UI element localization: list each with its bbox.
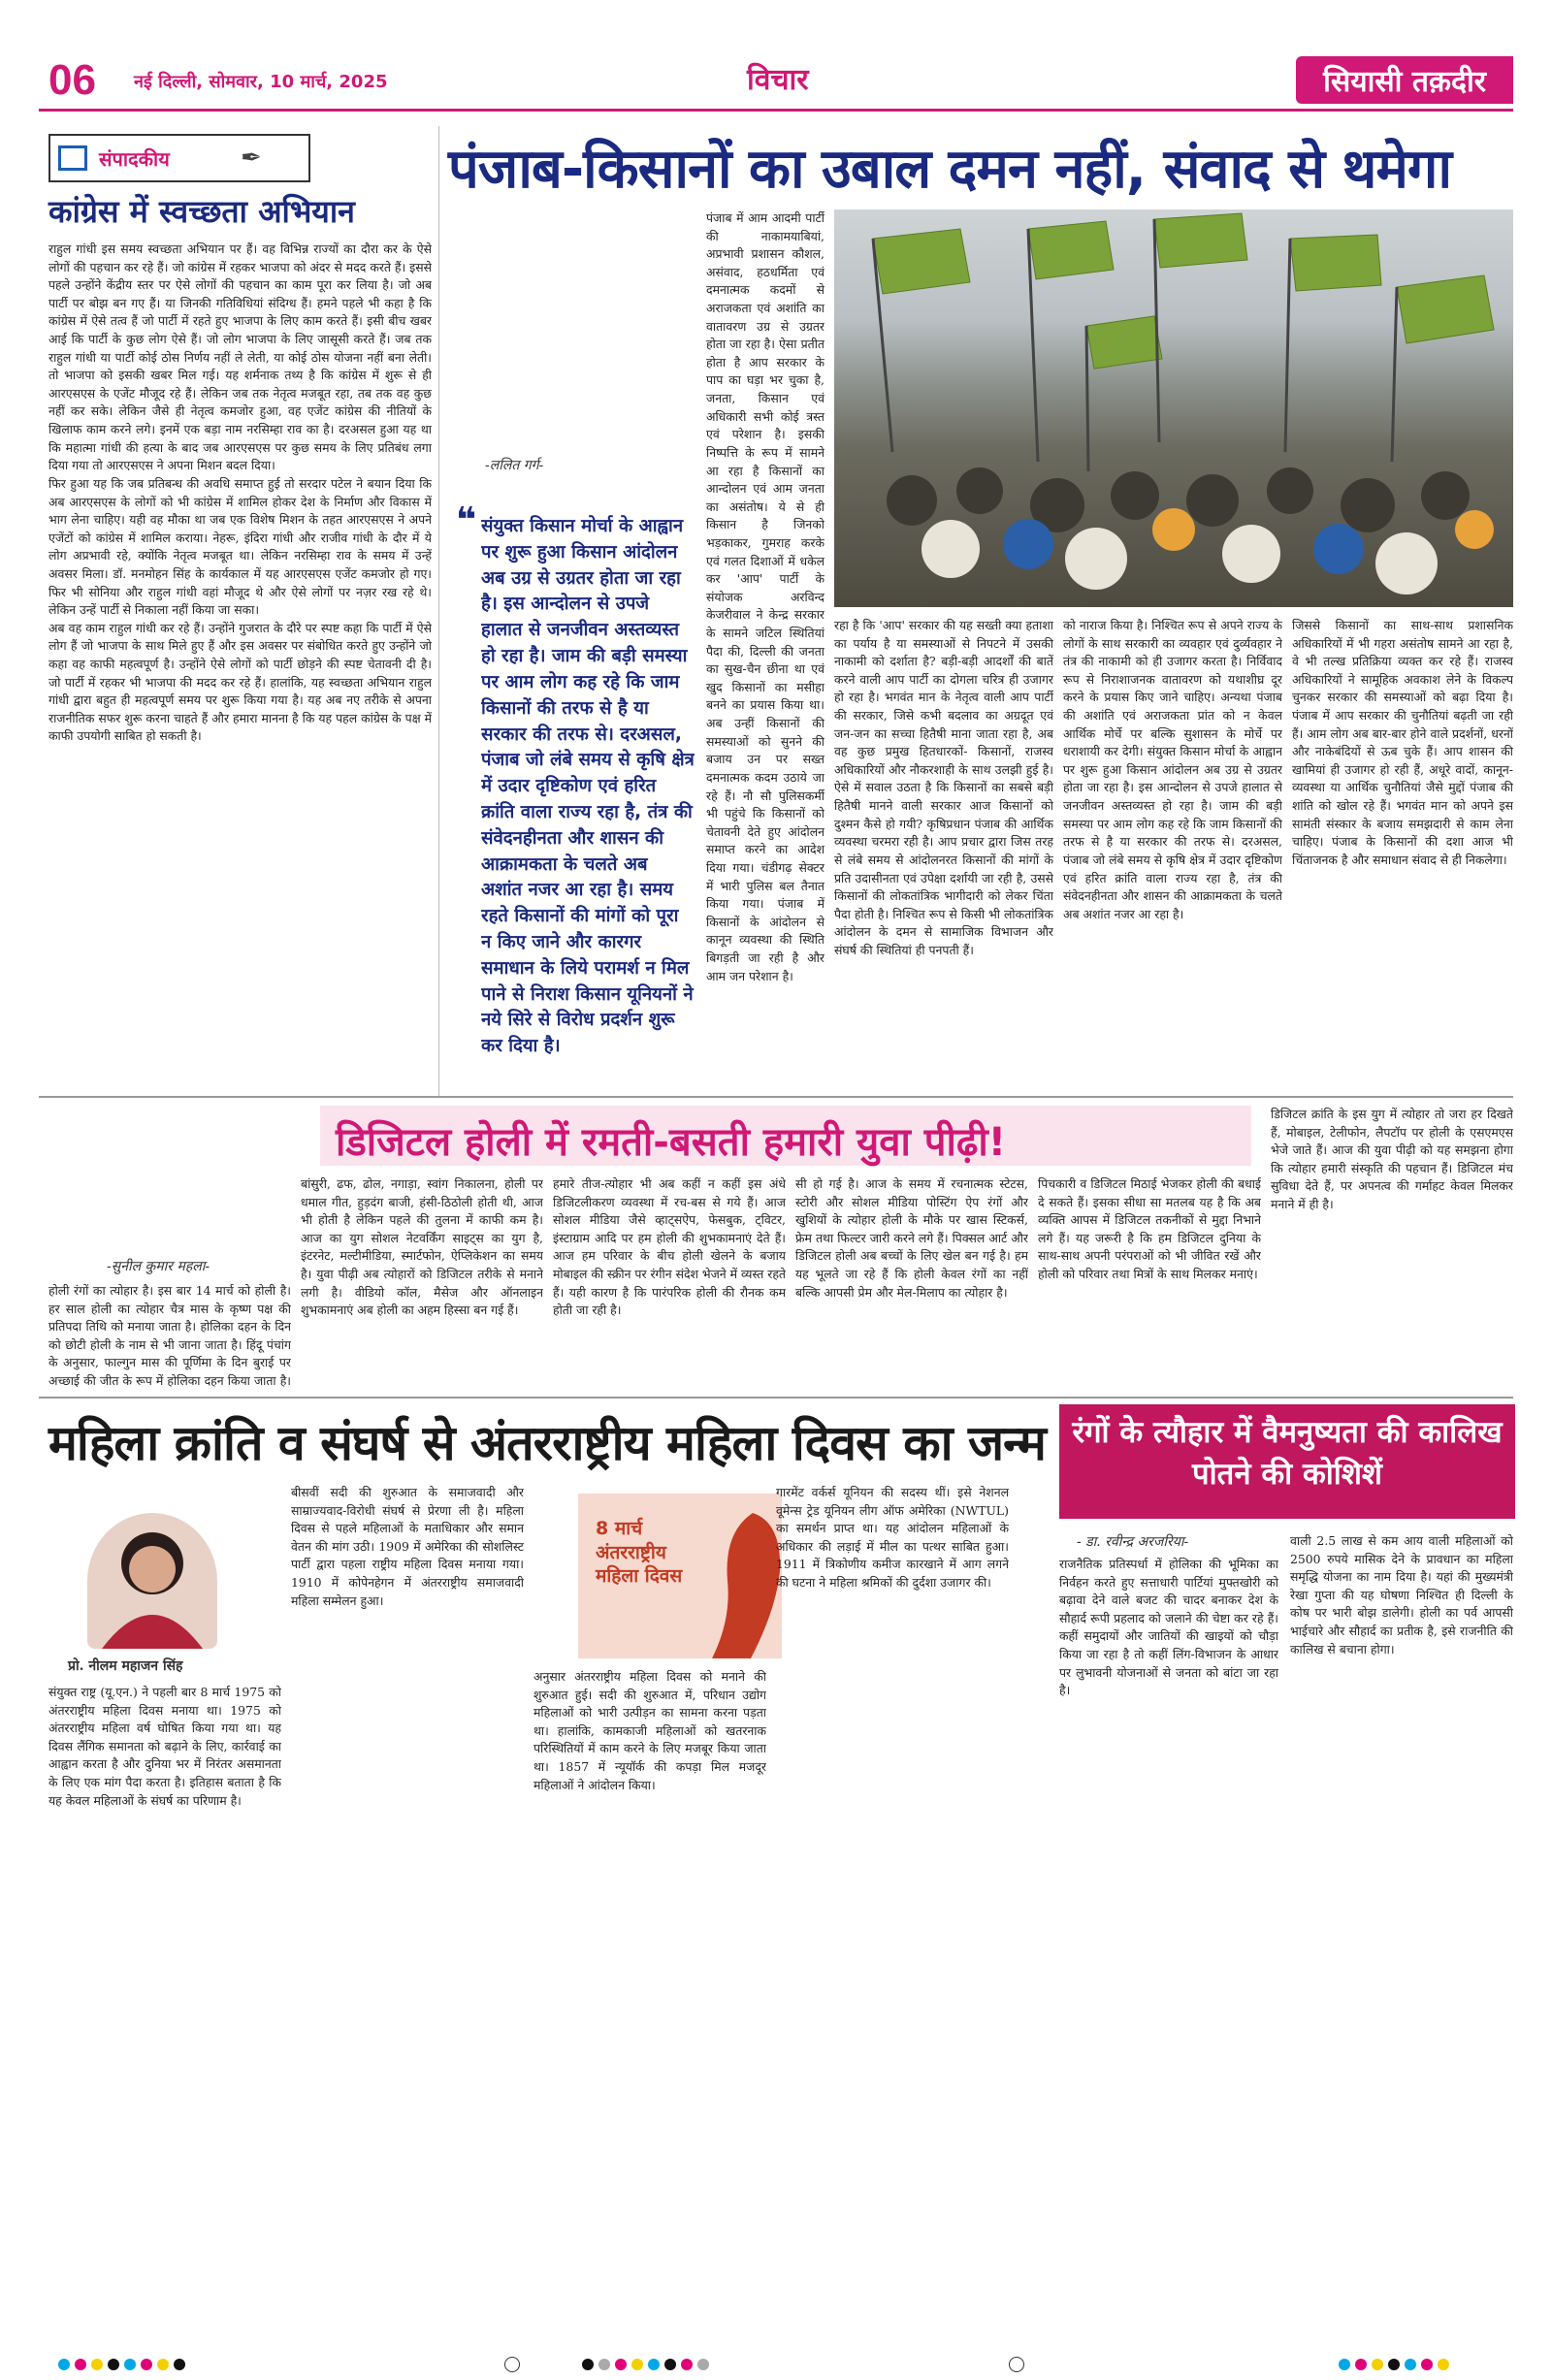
youth-column-2: बांसुरी, ढफ, ढोल, नगाड़ा, स्वांग निकालना, होली पर धमाल गीत, हुड़दंग बाजी, हंसी-ठिठोली होती थी, आज भी होती है लेकिन पहले की तुलना में काफी कम है। आज का युग सोशल नेटवर्किंग साइट्स का युग है, इंटरनेट, मल्टीमीडिया, स्मार्टफोन, ऐप्लिकेशन का समय है। युवा पीढ़ी अब त्योहारों को डिजिटल तरीके से मनाने लगी है। वीडियो कॉल, मैसेज और ऑनलाइन शुभकामनाएं अब होली का अहम हिस्सा बन गई हैं।	[301, 1176, 543, 1318]
person-silhouette-icon	[87, 1513, 217, 1649]
holi-politics-column-2: वाली 2.5 लाख से कम आय वाली महिलाओं को 2500 रुपये मासिक देने के प्रावधान का महिला समृद्धि योजना का नाम दिया है। यहां की मुख्यमंत्री रेखा गुप्ता की यह घोषणा निश्चित ही दिल्ली के कोष पर भारी बोझ डालेगी। होली का पर्व आपसी भाईचारे और सौहार्द का प्रतीक है, इसे राजनीति की कालिख से बचाना होगा।	[1290, 1533, 1513, 1656]
lead-pullquote: संयुक्त किसान मोर्चा के आह्वान पर शुरू हुआ किसान आंदोलन अब उग्र से उग्रतर होता जा रहा है। इस आन्दोलन से उपजे हालात से जनजीवन अस्तव्यस्त हो रहा है। जाम की बड़ी समस्या पर आम लोग कह रहे कि जाम किसानों की तरफ से है या सरकार की तरफ से। दरअसल, पंजाब जो लंबे समय से कृषि क्षेत्र में उदार दृष्टिकोण एवं हरित क्रांति वाला राज्य रहा है, तंत्र की संवेदनहीनता और शासन की आक्रामकता के चलते अब अशांत नजर आ रहा है। समय रहते किसानों की मांगों को पूरा न किए जाने और कारगर समाधान के लिये परामर्श न मिल पाने से निराश किसान यूनियनों ने नये सिरे से विरोध प्रदर्शन शुरू कर दिया है।	[481, 516, 695, 1057]
womens-day-graphic	[578, 1494, 782, 1658]
quote-mark-icon: ❝	[456, 500, 477, 540]
holi-politics-column-1: राजनैतिक प्रतिस्पर्धा में होलिका की भूमिका का निर्वहन करते हुए सत्ताधारी पार्टियां मुफ्तखोरी को बढ़ावा देने वाले बजट की चादर बनाकर देश के सौहार्द रूपी प्रहलाद को जलाने की चेष्टा कर रहे हैं। कहीं समुदायों और जातियों की खाइयों को चौड़ा किया जा रहा है तो कहीं लिंग-विभाजन के आधार पर लुभावनी योजनाओं से जनता को बांटा जा रहा है।	[1059, 1557, 1278, 1698]
editorial-paragraph: फिर हुआ यह कि जब प्रतिबन्ध की अवधि समाप्त हुई तो सरदार पटेल ने बयान दिया कि अब आरएसएस के लोगों को भी कांग्रेस में शामिल होकर देश के निर्माण और विकास में भाग लेना चाहिए। यही वह मौका था जब एक विशेष मिशन के तहत आरएसएस ने अपने एजेंटों को कांग्रेस में शामिल कराया। नेहरू, इंदिरा गांधी और राजीव गांधी के दौर में ये लोग अप्रभावी रहे, क्योंकि नेतृत्व मजबूत था। लेकिन नरसिम्हा राव के समय में उन्हें अवसर मिला। डॉ. मनमोहन सिंह के कार्यकाल में यह आरएसएस एजेंट कमजोर हो गए। फिर भी सोनिया और राहुल गांधी वहां मौजूद थे और ऐसे लोगों पर नज़र रख रहे थे। लेकिन उन्हें पार्टी से निकाला नहीं किया जा सका।	[48, 475, 432, 618]
column-divider	[438, 126, 439, 1096]
holi-politics-author: - डा. रवीन्द्र अरजरिया-	[1077, 1534, 1189, 1550]
lead-column-c: को नाराज किया है। निश्चित रूप से अपने राज्य के लोगों के साथ सरकारी का व्यवहार एवं दुर्व्यवहार ने तंत्र की नाकामी को ही उजागर करता है। निर्विवाद रूप से निराशाजनक वातावरण को यथाशीघ्र दूर करने के प्रयास किए जाने चाहिए। अन्यथा पंजाब की अशांति एवं अराजकता प्रांत को न केवल आर्थिक मोर्चे पर बल्कि सुशासन के मोर्चे पर धराशायी कर देगी। संयुक्त किसान मोर्चा के आह्वान पर शुरू हुआ किसान आंदोलन अब उग्र से उग्रतर होता जा रहा है। इस आन्दोलन से उपजे हालात से जनजीवन अस्तव्यस्त हो रहा है। जाम की बड़ी समस्या पर आम लोग कह रहे कि जाम किसानों की तरफ से है या सरकार की तरफ से। दरअसल, पंजाब जो लंबे समय से कृषि क्षेत्र में उदार दृष्टिकोण एवं हरित क्रांति वाला राज्य रहा है, तंत्र की संवेदनहीनता और शासन की आक्रामकता के चलते अब अशांत नजर आ रहा है।	[1063, 618, 1282, 921]
youth-column-4: सी हो गई है। आज के समय में रचनात्मक स्टेटस, स्टोरी और सोशल मीडिया पोस्टिंग ऐप रंगों और खुशियों के त्योहार होली के मौके पर खास स्टिकर्स, फ्रेम तथा फिल्टर जारी करने लगे हैं। पिक्सल आर्ट और डिजिटल होली अब बच्चों के लिए खेल बन गई है। हम यह भूलते जा रहे हैं कि होली केवल रंगों का नहीं बल्कि आपसी प्रेम और मेल-मिलाप का त्योहार है।	[795, 1176, 1028, 1300]
youth-headline-band	[320, 1106, 1251, 1166]
lead-column-a: पंजाब में आम आदमी पार्टी की नाकामयाबियां, अप्रभावी प्रशासन कौशल, असंवाद, हठधर्मिता एवं दमनात्मक कदमों से अराजकता एवं अशांति का वातावरण उग्र से उग्रतर होता जा रहा है। ऐसा प्रतीत होता है आप सरकार के पाप का घड़ा भर चुका है, जनता, किसान एवं अधिकारी सभी कोई त्रस्त एवं परेशान है। इसकी निष्पत्ति के रूप में सामने आ रहा है किसानों का आन्दोलन एवं आम जनता का असंतोष। ये से ही किसान है जिनको भड़काकर, गुमराह करके एवं गलत दिशाओं में धकेल कर 'आप' पार्टी के संयोजक अरविन्द केजरीवाल ने केन्द्र सरकार के सामने जटिल स्थितियां पैदा की, दिल्ली की जनता का सुख-चैन छीना था एवं खुद किसानों का मसीहा बनने का प्रयास किया था। अब उन्हीं किसानों की समस्याओं को सुनने की बजाय उन पर सख्त दमनात्मक कदम उठाये जा रहे हैं। नौ सौ पुलिसकर्मी भी पहुंचे कि किसानों को चेतावनी देते हुए आंदोलन समाप्त करने का आदेश दिया गया। चंडीगढ़ सेक्टर में भारी पुलिस बल तैनात किया गया। पंजाब में किसानों के आंदोलन से कानून व्यवस्था की स्थिति बिगड़ती जा रही है और आम जन परेशान है।	[706, 210, 824, 983]
page-header	[0, 0, 1552, 109]
youth-column-5: पिचकारी व डिजिटल मिठाई भेजकर होली की बधाई दे सकते हैं। इसका सीधा सा मतलब यह है कि अब व्यक्ति आपस में डिजिटल तकनीकों से मुद्दा निभाने लगे हैं। यह जरूरी है कि हम डिजिटल दुनिया के साथ-साथ अपनी परंपराओं को भी जीवित रखें और होली को परिवार तथा मित्रों के साथ मिलकर मनाएं।	[1038, 1176, 1261, 1282]
womens-day-column-1: संयुक्त राष्ट्र (यू.एन.) ने पहली बार 8 मार्च 1975 को अंतरराष्ट्रीय महिला दिवस मनाया था। 1975 को अंतरराष्ट्रीय महिला वर्ष घोषित किया गया था। यह दिवस लैंगिक समानता को बढ़ाने के लिए, कार्रवाई का आह्वान करता है और दुनिया भर में निरंतर असमानता के लिए एक मांग पैदा करता है। इतिहास बताता है कि यह केवल महिलाओं के संघर्ष का परिणाम है।	[48, 1685, 281, 1808]
editorial-paragraph: अब वह काम राहुल गांधी कर रहे हैं। उन्होंने गुजरात के दौरे पर स्पष्ट कहा कि पार्टी में ऐसे लोग हैं जो भाजपा के साथ मिले हुए हैं और इस अवसर पर संबोधित करते हुए उन्होंने जो कहा वह काफी महत्वपूर्ण है। उन्होंने ऐसे लोगों को पार्टी छोड़ने की स्पष्ट चेतावनी दी है। जो पार्टी में रहकर भी भाजपा की मदद कर रहे हैं। हालांकि, यह स्वच्छता अभियान राहुल गांधी द्वारा बहुत ही महत्वपूर्ण समय पर शुरू किया गया है। यह अब नए तरीके से अपना राजनीतिक सफर शुरू करना चाहते हैं और हमारा मानना है कि यह पहल कांग्रेस के पक्ष में काफी उपयोगी साबित हो सकती है।	[48, 620, 432, 744]
registration-mark	[504, 2357, 520, 2372]
womens-day-column-2: बीसवीं सदी की शुरुआत के समाजवादी और साम्राज्यवाद-विरोधी संघर्ष से प्रेरणा ली है। महिला दिवस से पहले महिलाओं के मताधिकार और समान वेतन की मांग उठी। 1909 में अमेरिका की सोशलिस्ट पार्टी द्वारा पहला राष्ट्रीय महिला दिवस मनाया गया। 1910 में कोपेनहेगन में अंतरराष्ट्रीय समाजवादी महिला सम्मेलन हुआ।	[291, 1485, 524, 1608]
youth-column-6: डिजिटल क्रांति के इस युग में त्योहार तो जरा हर दिखते हैं, मोबाइल, टेलीफोन, लैपटॉप पर होली के एसएमएस भेजे जाते हैं। आज की युवा पीढ़ी को यह समझना होगा कि त्योहार हमारी संस्कृति की पहचान हैं। डिजिटल मंच सुविधा देते हैं, पर अपनत्व की गर्माहट केवल मिलकर मनाने में ही है।	[1271, 1107, 1513, 1212]
woman-profile-icon	[685, 1494, 782, 1658]
editorial-label-box	[48, 134, 310, 182]
page-number: 06	[48, 56, 96, 104]
registration-mark	[1009, 2357, 1024, 2372]
section-divider	[39, 1397, 1513, 1399]
column-title-badge: सियासी तक़दीर	[1296, 56, 1513, 104]
youth-author: -सुनील कुमार महला-	[107, 1259, 210, 1274]
womens-day-author: प्रो. नीलम महाजन सिंह	[68, 1658, 183, 1674]
womens-day-graphic-text	[596, 1517, 682, 1589]
youth-column-1: होली रंगों का त्योहार है। इस बार 14 मार्च को होली है। हर साल होली का त्योहार चैत्र मास के कृष्ण पक्ष की प्रतिपदा तिथि को मनाया जाता है। होलिका दहन के दिन को छोटी होली के नाम से भी जाना जाता है। हिंदू पंचांग के अनुसार, फाल्गुन मास की पूर्णिमा के दिन बुराई पर अच्छाई की जीत के रूप में होलिका दहन किया जाता है।	[48, 1283, 291, 1389]
section-divider	[39, 1096, 1513, 1098]
editorial-headline: कांग्रेस में स्वच्छता अभियान	[48, 193, 355, 230]
editorial-label: संपादकीय	[99, 147, 170, 171]
holi-politics-headline: रंगों के त्यौहार में वैमनुष्यता की कालिख पोतने की कोशिशें	[1072, 1415, 1503, 1493]
youth-headline: डिजिटल होली में रमती-बसती हमारी युवा पीढ़ी!	[336, 1120, 1006, 1165]
lead-column-b: रहा है कि 'आप' सरकार की यह सख्ती क्या हताशा का पर्याय है या समस्याओं से निपटने में उसकी नाकामी को दर्शाता है? बड़ी-बड़ी आदर्शों की बातें करने वाली आप पार्टी का दोगला चरित्र ही उजागर हो रहा है। भगवंत मान के नेतृत्व वाली आप पार्टी की सरकार, जिसे कभी बदलाव का अग्रदूत एवं जन-जन का सच्चा हितैषी माना जाता रहा है, अब वह कुछ प्रमुख हितधारकों- किसानों, राजस्व अधिकारियों और नौकरशाही के साथ उलझी हुई है। ऐसे में सवाल उठता है कि किसानों का सबसे बड़ी हितैषी मानने वाली सरकार आज किसानों को दुश्मन कैसे हो गयी? कृषिप्रधान पंजाब की आर्थिक व्यवस्था चरमरा रही है। आप प्रचार द्वारा जिस तरह से लंबे समय से आंदोलनरत किसानों की मांगों के प्रति उदासीनता एवं उपेक्षा दर्शायी जा रही है, उससे किसानों की लोकतांत्रिक भागीदारी को लेकर चिंता पैदा होती है। निश्चित रूप से किसी भी लोकतांत्रिक आंदोलन के दमन से सामाजिक विभाजन और संघर्ष की स्थितियां ही पनपती हैं।	[834, 618, 1053, 957]
square-icon	[58, 145, 87, 171]
lead-author: -ललित गर्ग-	[485, 458, 544, 473]
pen-icon: ✒	[241, 144, 262, 173]
womens-day-column-4: गारमेंट वर्कर्स यूनियन की सदस्य थीं। इसे नेशनल वूमेन्स ट्रेड यूनियन लीग ऑफ अमेरिका (NWTUL) का समर्थन प्राप्त था। यह आंदोलन महिलाओं के अधिकार की लड़ाई में मील का पत्थर साबित हुआ। 1911 में त्रिकोणीय कमीज कारखाने में आग लगने की घटना ने महिला श्रमिकों की दुर्दशा उजागर की।	[776, 1485, 1009, 1591]
youth-column-3: हमारे तीज-त्योहार भी अब कहीं न कहीं इस अंधे डिजिटलीकरण व्यवस्था में रच-बस से गये हैं। आज सोशल मीडिया जैसे व्हाट्सऐप, फेसबुक, ट्विटर, इंस्टाग्राम आदि पर हम होली की शुभकामनाएं देते हैं। आज हम परिवार के बीच होली खेलने के बजाय मोबाइल की स्क्रीन पर रंगीन संदेश भेजने में व्यस्त रहते हैं। यही कारण है कि पारंपरिक होली की रौनक कम होती जा रही है।	[553, 1176, 786, 1318]
card-line-3: महिला दिवस	[596, 1565, 683, 1588]
editorial-paragraph: राहुल गांधी इस समय स्वच्छता अभियान पर हैं। वह विभिन्न राज्यों का दौरा कर के ऐसे लोगों की पहचान कर रहे हैं। जो कांग्रेस में रहकर भाजपा को अंदर से मदद करते हैं। इससे पहले उन्होंने केंद्रीय स्तर पर ऐसे लोगों की पहचान का काम पूरा कर लिया है। जो अब पार्टी पर बोझ बन गए हैं। या जिनकी गतिविधियां संदिग्ध हैं। हमने पहले भी कहा है कि कांग्रेस में ऐसे तत्व हैं जो पार्टी में रहते हुए भाजपा के लिए काम करते हैं। इसी बीच खबर आई कि पार्टी के कुछ लोग ऐसे हैं। जो लोग भाजपा के लिए जासूसी करते हैं। जब तक राहुल गांधी या पार्टी कोई ठोस निर्णय नहीं ले लेती, या कोई ठोस योजना नहीं बना लेती। तो भाजपा को इसकी खबर मिल गई। यह शर्मनाक तथ्य है कि कांग्रेस में शुरू से ही आरएसएस के एजेंट मौजूद रहे हैं। लेकिन जब तक नेतृत्व मजबूत रहा, तब तक वह कुछ नहीं कर सके। लेकिन जैसे ही नेतृत्व कमजोर हुआ, वह एजेंट कांग्रेस की नीतियों के खिलाफ काम करने लगे। इनमें एक बड़ा नाम नरसिम्हा राव का है। दरअसल हुआ यह था कि महात्मा गांधी की हत्या के बाद जब आरएसएस पर कुछ समय के लिए प्रतिबंध लगा दिया गया तो आरएसएस ने अपना मिशन बदल दिया।	[48, 241, 432, 473]
color-registration-swatches	[582, 2359, 709, 2370]
author-portrait	[87, 1513, 217, 1649]
dateline: नई दिल्ली, सोमवार, 10 मार्च, 2025	[134, 72, 388, 92]
farmers-protest-photo	[834, 209, 1513, 607]
holi-politics-headline-box	[1059, 1404, 1515, 1519]
header-rule	[39, 109, 1513, 112]
color-registration-swatches	[58, 2359, 185, 2370]
womens-day-column-3: अनुसार अंतरराष्ट्रीय महिला दिवस को मनाने की शुरुआत हुई। सदी की शुरुआत में, परिधान उद्योग महिलाओं को भारी उत्पीड़न का सामना करना पड़ता था। हालांकि, कामकाजी महिलाओं को खतरनाक परिस्थितियों में काम करने के लिए मजबूर किया जाता था। 1857 में न्यूयॉर्क की कपड़ा मिल मजदूर महिलाओं ने आंदोलन किया।	[534, 1669, 766, 1792]
womens-day-headline: महिला क्रांति व संघर्ष से अंतरराष्ट्रीय महिला दिवस का जन्म	[48, 1415, 1046, 1471]
farmers-crowd-illustration	[834, 209, 1513, 607]
section-title: विचार	[747, 63, 809, 97]
color-registration-swatches	[1339, 2359, 1449, 2370]
lead-column-d: जिससे किसानों का साथ-साथ प्रशासनिक अधिकारियों में भी गहरा असंतोष सामने आ रहा है, वे भी तल्ख प्रतिक्रिया व्यक्त कर रहे हैं। राजस्व अधिकारियों ने सामूहिक अवकाश लेने के विकल्प चुनकर सरकार की समस्याओं को बढ़ा दिया है। पंजाब में आप सरकार की चुनौतियां बढ़ती जा रही हैं। आम लोग अब बार-बार होने वाले प्रदर्शनों, धरनों और नाकेबंदियों से ऊब चुके हैं। आप शासन की खामियां ही उजागर हो रही हैं, अधूरे वादों, कानून-व्यवस्था या आर्थिक चुनौतियां जैसे मुद्दों पंजाब की शांति को खोल रहे हैं। भगवंत मान को अपने इस सामंती संस्कार के बजाय समझदारी से काम लेना चाहिए। पंजाब के किसानों की दशा आज भी चिंताजनक है और समाधान संवाद से ही निकलेगा।	[1292, 618, 1513, 867]
card-date: 8 मार्च	[596, 1518, 643, 1539]
editorial-body	[48, 241, 432, 1201]
card-line-2: अंतरराष्ट्रीय	[596, 1541, 666, 1563]
lead-headline: पंजाब-किसानों का उबाल दमन नहीं, संवाद से थमेगा	[448, 138, 1451, 201]
